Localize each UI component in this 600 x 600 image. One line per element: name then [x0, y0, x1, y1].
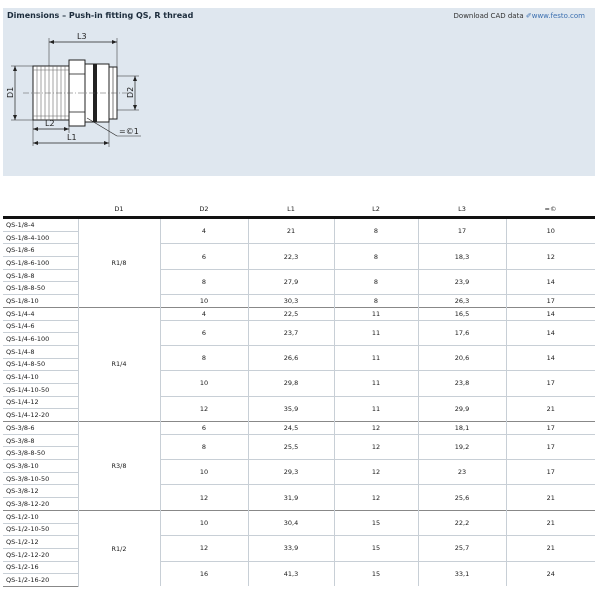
wrench-cell: 17 [506, 295, 595, 308]
part-number-cell: QS-3/8-10 [3, 460, 78, 473]
l3-cell: 18,1 [418, 422, 506, 435]
l1-cell: 29,8 [248, 371, 334, 396]
d1-cell: R1/2 [78, 510, 160, 586]
festo-link-text: www.festo.com [531, 12, 585, 20]
l1-cell: 31,9 [248, 485, 334, 510]
l1-cell: 29,3 [248, 460, 334, 485]
l3-cell: 19,2 [418, 434, 506, 459]
wrench-cell: 17 [506, 422, 595, 435]
part-number-cell: QS-1/8-6 [3, 244, 78, 257]
wrench-cell: 21 [506, 510, 595, 535]
d2-cell: 12 [160, 536, 248, 561]
table-row [3, 218, 595, 232]
d2-cell: 8 [160, 269, 248, 294]
part-number-cell: QS-1/4-8-50 [3, 358, 78, 371]
wrench-cell: 24 [506, 561, 595, 586]
part-number-cell: QS-1/4-10 [3, 371, 78, 384]
l3-cell: 33,1 [418, 561, 506, 586]
column-header-l3: L3 [418, 202, 506, 218]
l1-cell: 24,5 [248, 422, 334, 435]
label-wrench: =©1 [119, 127, 139, 136]
wrench-cell: 21 [506, 536, 595, 561]
l2-cell: 8 [334, 295, 418, 308]
l3-cell: 17 [418, 218, 506, 244]
l3-cell: 20,6 [418, 345, 506, 370]
l3-cell: 23 [418, 460, 506, 485]
l3-cell: 26,3 [418, 295, 506, 308]
l2-cell: 15 [334, 510, 418, 535]
d2-cell: 12 [160, 396, 248, 421]
section-title: Dimensions – Push-in fitting QS, R thread [7, 11, 194, 20]
part-number-cell: QS-1/4-10-50 [3, 383, 78, 396]
d2-cell: 10 [160, 371, 248, 396]
d2-cell: 6 [160, 422, 248, 435]
l1-cell: 22,3 [248, 244, 334, 269]
d2-cell: 8 [160, 434, 248, 459]
wrench-cell: 14 [506, 320, 595, 345]
part-number-cell: QS-1/2-12 [3, 536, 78, 549]
part-number-cell: QS-1/2-16 [3, 561, 78, 574]
part-number-cell: QS-3/8-6 [3, 422, 78, 435]
l1-cell: 25,5 [248, 434, 334, 459]
d2-cell: 16 [160, 561, 248, 586]
l2-cell: 8 [334, 244, 418, 269]
l3-cell: 25,7 [418, 536, 506, 561]
wrench-cell: 14 [506, 269, 595, 294]
l1-cell: 23,7 [248, 320, 334, 345]
part-number-cell: QS-1/2-12-20 [3, 548, 78, 561]
d2-cell: 6 [160, 244, 248, 269]
d2-cell: 4 [160, 218, 248, 244]
l3-cell: 23,8 [418, 371, 506, 396]
l2-cell: 12 [334, 434, 418, 459]
part-number-cell: QS-1/8-4-100 [3, 231, 78, 244]
d1-cell: R1/8 [78, 218, 160, 308]
dimensions-table [3, 202, 595, 587]
l2-cell: 12 [334, 422, 418, 435]
l2-cell: 11 [334, 396, 418, 421]
d2-cell: 6 [160, 320, 248, 345]
column-header-part-number [3, 202, 78, 218]
l2-cell: 11 [334, 320, 418, 345]
l3-cell: 16,5 [418, 307, 506, 320]
l3-cell: 25,6 [418, 485, 506, 510]
part-number-cell: QS-3/8-8-50 [3, 447, 78, 460]
label-l2: L2 [45, 119, 55, 128]
part-number-cell: QS-3/8-12-20 [3, 498, 78, 511]
part-number-cell: QS-1/8-8 [3, 269, 78, 282]
part-number-cell: QS-1/8-10 [3, 295, 78, 308]
fitting-drawing-svg [3, 26, 595, 176]
l2-cell: 12 [334, 460, 418, 485]
part-number-cell: QS-1/4-6 [3, 320, 78, 333]
d2-cell: 10 [160, 460, 248, 485]
l2-cell: 11 [334, 371, 418, 396]
l1-cell: 22,5 [248, 307, 334, 320]
part-number-cell: QS-1/8-8-50 [3, 282, 78, 295]
d1-cell: R3/8 [78, 422, 160, 511]
wrench-cell: 21 [506, 396, 595, 421]
part-number-cell: QS-1/4-8 [3, 345, 78, 358]
part-number-cell: QS-3/8-10-50 [3, 472, 78, 485]
column-header-wrench-size: =© [506, 202, 595, 218]
table-row [3, 422, 595, 435]
part-number-cell: QS-1/4-4 [3, 307, 78, 320]
part-number-cell: QS-3/8-8 [3, 434, 78, 447]
section-header [3, 8, 595, 26]
l3-cell: 22,2 [418, 510, 506, 535]
part-number-cell: QS-1/4-6-100 [3, 333, 78, 346]
table-row [3, 307, 595, 320]
download-cad[interactable] [454, 12, 585, 20]
table-body [3, 218, 595, 587]
l2-cell: 8 [334, 269, 418, 294]
table-header-row [3, 202, 595, 218]
d2-cell: 8 [160, 345, 248, 370]
d2-cell: 4 [160, 307, 248, 320]
label-d1: D1 [6, 86, 15, 98]
label-l1: L1 [67, 133, 77, 142]
label-l3: L3 [77, 32, 87, 41]
column-header-l2: L2 [334, 202, 418, 218]
wrench-cell: 12 [506, 244, 595, 269]
dim-l2 [33, 119, 69, 146]
label-d2: D2 [126, 86, 135, 98]
l2-cell: 15 [334, 561, 418, 586]
l1-cell: 41,3 [248, 561, 334, 586]
d2-cell: 10 [160, 510, 248, 535]
l2-cell: 15 [334, 536, 418, 561]
part-number-cell: QS-3/8-12 [3, 485, 78, 498]
part-number-cell: QS-1/2-10-50 [3, 523, 78, 536]
l1-cell: 30,3 [248, 295, 334, 308]
download-cad-label: Download CAD data [453, 12, 524, 20]
column-header-d2: D2 [160, 202, 248, 218]
l1-cell: 30,4 [248, 510, 334, 535]
l1-cell: 33,9 [248, 536, 334, 561]
part-number-cell: QS-1/8-4 [3, 218, 78, 232]
d2-cell: 10 [160, 295, 248, 308]
part-number-cell: QS-1/2-16-20 [3, 574, 78, 587]
d2-cell: 12 [160, 485, 248, 510]
l1-cell: 35,9 [248, 396, 334, 421]
wrench-cell: 17 [506, 434, 595, 459]
festo-link[interactable] [526, 12, 585, 20]
l1-cell: 21 [248, 218, 334, 244]
part-number-cell: QS-1/2-10 [3, 510, 78, 523]
dim-d2 [117, 76, 139, 110]
wrench-cell: 21 [506, 485, 595, 510]
l1-cell: 26,6 [248, 345, 334, 370]
wrench-cell: 17 [506, 371, 595, 396]
part-number-cell: QS-1/4-12-20 [3, 409, 78, 422]
l2-cell: 12 [334, 485, 418, 510]
technical-drawing [3, 26, 595, 176]
l2-cell: 8 [334, 218, 418, 244]
column-header-d1: D1 [78, 202, 160, 218]
part-number-cell: QS-1/8-6-100 [3, 257, 78, 270]
wrench-cell: 10 [506, 218, 595, 244]
l1-cell: 27,9 [248, 269, 334, 294]
wrench-cell: 14 [506, 307, 595, 320]
external-link-icon: ✐ [525, 12, 532, 20]
d1-cell: R1/4 [78, 307, 160, 421]
l2-cell: 11 [334, 345, 418, 370]
column-header-l1: L1 [248, 202, 334, 218]
wrench-cell: 14 [506, 345, 595, 370]
wrench-cell: 17 [506, 460, 595, 485]
part-number-cell: QS-1/4-12 [3, 396, 78, 409]
l3-cell: 17,6 [418, 320, 506, 345]
l3-cell: 18,3 [418, 244, 506, 269]
table-row [3, 510, 595, 523]
l2-cell: 11 [334, 307, 418, 320]
l3-cell: 29,9 [418, 396, 506, 421]
l3-cell: 23,9 [418, 269, 506, 294]
